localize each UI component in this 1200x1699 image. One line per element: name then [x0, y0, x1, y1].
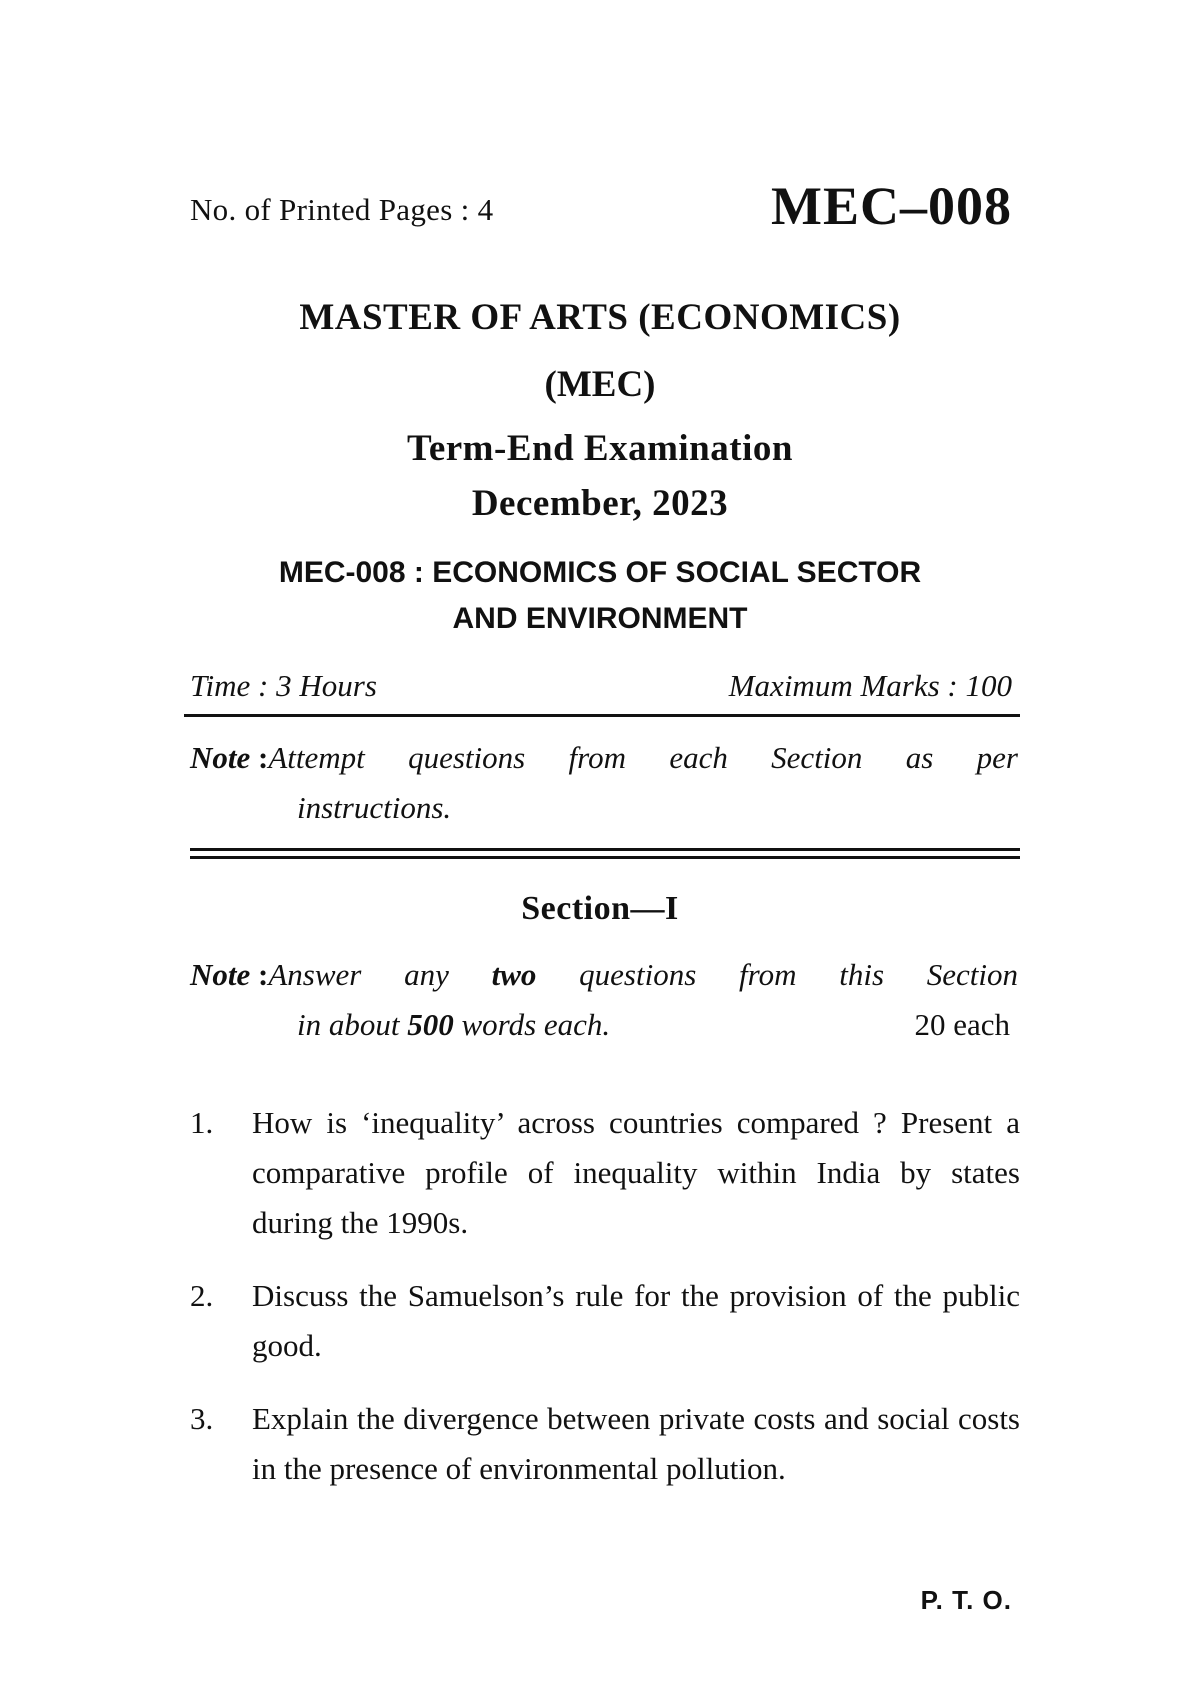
printed-pages: No. of Printed Pages : 4 — [190, 192, 494, 227]
exam-title: Term-End Examination — [407, 428, 793, 469]
section-title: Section—I — [521, 890, 679, 927]
question-item — [190, 1098, 1020, 1248]
exam-session: December, 2023 — [471, 483, 729, 524]
question-list — [190, 1098, 1020, 1517]
degree-title: MASTER OF ARTS (ECONOMICS) — [299, 297, 901, 338]
question-text: Discuss the Samuelson’s rule for the provision of the public good. — [252, 1278, 1020, 1363]
section-note-label: Note — [190, 957, 251, 992]
section-note-line2 — [190, 1000, 1018, 1050]
section-note-count: two — [491, 957, 537, 992]
course-title-line1: MEC-008 : ECONOMICS OF SOCIAL SECTOR — [278, 556, 922, 589]
divider-double-bottom — [190, 856, 1020, 859]
divider-single — [184, 714, 1020, 717]
question-number: 2. — [190, 1278, 214, 1313]
section-note — [190, 950, 1018, 1050]
question-item — [190, 1271, 1020, 1371]
general-note — [190, 733, 1018, 833]
section-note-line1-c: questions from this Section — [536, 957, 1019, 992]
general-note-line2: instructions. — [297, 790, 452, 825]
section-note-words: 500 — [407, 1007, 454, 1042]
course-title — [0, 550, 1200, 642]
section-note-line1 — [268, 950, 1018, 1000]
section-note-line1-a: Answer any — [268, 957, 492, 992]
divider-double-top — [190, 848, 1020, 851]
maximum-marks: Maximum Marks : 100 — [728, 668, 1012, 703]
please-turn-over: P. T. O. — [920, 1585, 1012, 1615]
question-item — [190, 1394, 1020, 1494]
course-title-line2: AND ENVIRONMENT — [452, 602, 748, 635]
section-marks: 20 each — [914, 1007, 1010, 1042]
general-note-colon: : — [258, 740, 269, 775]
general-note-label: Note — [190, 740, 251, 775]
paper-code: MEC–008 — [771, 176, 1012, 236]
time-allowed: Time : 3 Hours — [190, 668, 377, 703]
programme-code: (MEC) — [544, 364, 656, 405]
section-note-colon: : — [258, 957, 269, 992]
question-text: Explain the divergence between private costs and social costs in the presence of environmental pollution. — [252, 1401, 1020, 1486]
section-note-line2-c: words each. — [453, 1007, 611, 1042]
question-text: How is ‘inequality’ across countries compared ? Present a comparative profile of inequality within India by states during the 1990s. — [252, 1105, 1020, 1240]
section-note-line2-a: in about — [297, 1007, 408, 1042]
question-number: 1. — [190, 1105, 214, 1140]
question-number: 3. — [190, 1401, 214, 1436]
general-note-line1: Attempt questions from each Section as per — [268, 740, 1018, 775]
